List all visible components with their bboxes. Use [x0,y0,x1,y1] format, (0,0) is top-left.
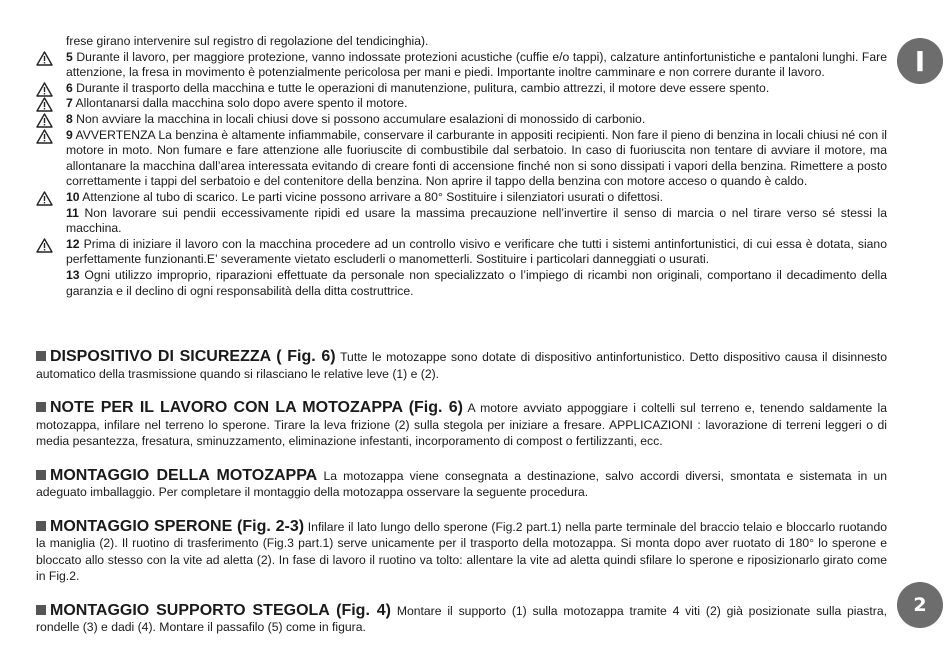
warning-text: frese girano intervenire sul registro di regolazione del tendicinghia). [66,34,429,48]
warning-text: Durante il trasporto della macchina e tutte le operazioni di manutenzione, pulitura, cambio attrezzi, il motore deve essere spento. [76,80,770,95]
warning-item [36,112,887,128]
section-title: MONTAGGIO DELLA MOTOZAPPA [50,466,318,484]
square-bullet-icon [36,605,46,615]
warning-number: 12 [66,236,80,251]
warning-triangle-icon [36,51,53,66]
square-bullet-icon [36,402,46,412]
page-number-badge [897,582,943,628]
warning-item [36,237,887,268]
section-text: Tutte le motozappe sono dotate di dispositivo antinfortunistico. Detto dispositivo causa il disinnesto automatico della trasmissione quando si rilasciano le relative leve (1) e (2). [36,350,888,381]
warning-triangle-icon [36,113,53,128]
warning-text: Ogni utilizzo improprio, riparazioni effettuate da personale non specializzato o l’impiego di ricambi non originali, comportano il decadimento della garanzia e il declino di ogni responsabilità della ditta costruttrice. [66,267,887,298]
page-number: 2 [913,594,927,616]
warning-number: 6 [66,80,73,95]
section [36,400,887,450]
square-bullet-icon [36,351,46,361]
warning-text: AVVERTENZA La benzina è altamente infiammabile, conservare il carburante in appositi recipienti. Non fare il pieno di benzina in locali chiusi né con il motore in moto. Non fumare e fare attenzione alle fuoriuscite di combustibile dal serbatoio. In caso di fuoriuscita non tentare di avviare il motore, ma allontanare la macchina dall’area interessata evitando di creare fonti di accensione finché non si sono dissipati i vapori della benzina. Rimettere a posto correttamente i tappi del serbatoio e del contenitore della benzina. Non aprire il tappo della benzina con motore acceso o quando è caldo. [66,127,887,189]
warning-number: 9 [66,127,73,142]
warning-text: Allontanarsi dalla macchina solo dopo avere spento il motore. [75,96,408,111]
section-title: NOTE PER IL LAVORO CON LA MOTOZAPPA (Fig. 6) [50,399,463,416]
language-tab-label: I [914,44,926,78]
section-text: Infilare il lato lungo dello sperone (Fig.2 part.1) nella parte terminale del braccio telaio e bloccarlo ruotando la maniglia (2). Il ruotino di trasferimento (Fig.3 part.1) serve unicamente per il trasporto della motozappa. Si monta dopo aver ruotato di 180° lo sperone e bloccato allo stesso con la vite ad aletta (2). In fase di lavoro il ruotino va tolto: allentare la vite ad aletta quindi sfilare lo sperone e riposizionarlo girato come in Fig.2. [36,519,888,583]
warning-number: 8 [66,111,73,126]
warning-text: Attenzione al tubo di scarico. Le parti vicine possono arrivare a 80° Sostituire i silenziatori usurati o difettosi. [82,189,663,204]
section-title: MONTAGGIO SPERONE (Fig. 2-3) [50,517,305,535]
section-text: La motozappa viene consegnata a destinazione, salvo accordi diversi, smontata e sistemata in un adeguato imballaggio. Per completare il montaggio della motozappa osservare la seguente procedura. [36,468,887,499]
section-title: DISPOSITIVO DI SICUREZZA ( Fig. 6) [50,348,336,365]
warning-item [36,206,887,237]
warning-text: Non lavorare sui pendii eccessivamente ripidi ed usare la massima precauzione nell’invertire il senso di marcia o nel tirare verso sé stessi la macchina. [66,205,888,236]
safety-warnings-list [36,34,887,299]
section [36,468,887,501]
warning-number: 10 [66,189,80,204]
warning-triangle-icon [36,191,53,206]
instruction-sections [36,349,887,654]
square-bullet-icon [36,470,46,480]
warning-number: 13 [66,267,80,282]
section-text: A motore avviato appoggiare i coltelli sul terreno e, tenendo saldamente la motozappa, infilare nel terreno lo sperone. Tirare la leva frizione (2) sulla stegola per iniziare a fresare. APPLICAZIONI : lavorazione di terreni leggeri o di media pesantezza, fresatura, sminuzzamento, eliminazione infestanti, incorporamento di compost o fertilizzanti, ecc. [36,401,887,448]
warning-text: Non avviare la macchina in locali chiusi dove si possono accumulare esalazioni di monossido di carbonio. [76,111,646,126]
warning-triangle-icon [36,97,53,112]
warning-triangle-icon [36,238,53,253]
warning-number: 11 [66,205,79,220]
section [36,603,887,636]
section [36,519,887,585]
square-bullet-icon [36,521,46,531]
warning-item [36,268,887,299]
language-tab [897,38,943,84]
warning-number: 5 [66,49,73,64]
warning-item [36,96,887,112]
warning-number: 7 [66,96,73,111]
section-title: MONTAGGIO SUPPORTO STEGOLA (Fig. 4) [50,601,391,619]
section-text: Montare il supporto (1) sulla motozappa tramite 4 viti (2) già posizionate sulla piastra, rondelle (3) e dadi (4). Montare il passafilo (5) come in figura. [36,603,888,634]
warning-item [36,128,887,190]
warning-item [36,81,887,97]
section [36,349,887,382]
warning-item [36,34,887,50]
warning-triangle-icon [36,82,53,97]
warning-text: Prima di iniziare il lavoro con la macchina procedere ad un controllo visivo e verificare che tutti i sistemi antinfortunistici, di cui essa è dotata, siano perfettamente funzionanti.E’ severamente vietato escluderli o manometterli. Sostituire i particolari danneggiati o usurati. [66,236,887,267]
warning-triangle-icon [36,129,53,144]
warning-text: Durante il lavoro, per maggiore protezione, vanno indossate protezioni acustiche (cuffie e/o tappi), calzature antinfortunistiche e pantaloni lunghi. Fare attenzione, la fresa in movimento è potenzialmente pericolosa per mani e piedi. Importante inoltre camminare e non correre durante il lavoro. [66,49,887,80]
warning-item [36,50,887,81]
warning-item [36,190,887,206]
